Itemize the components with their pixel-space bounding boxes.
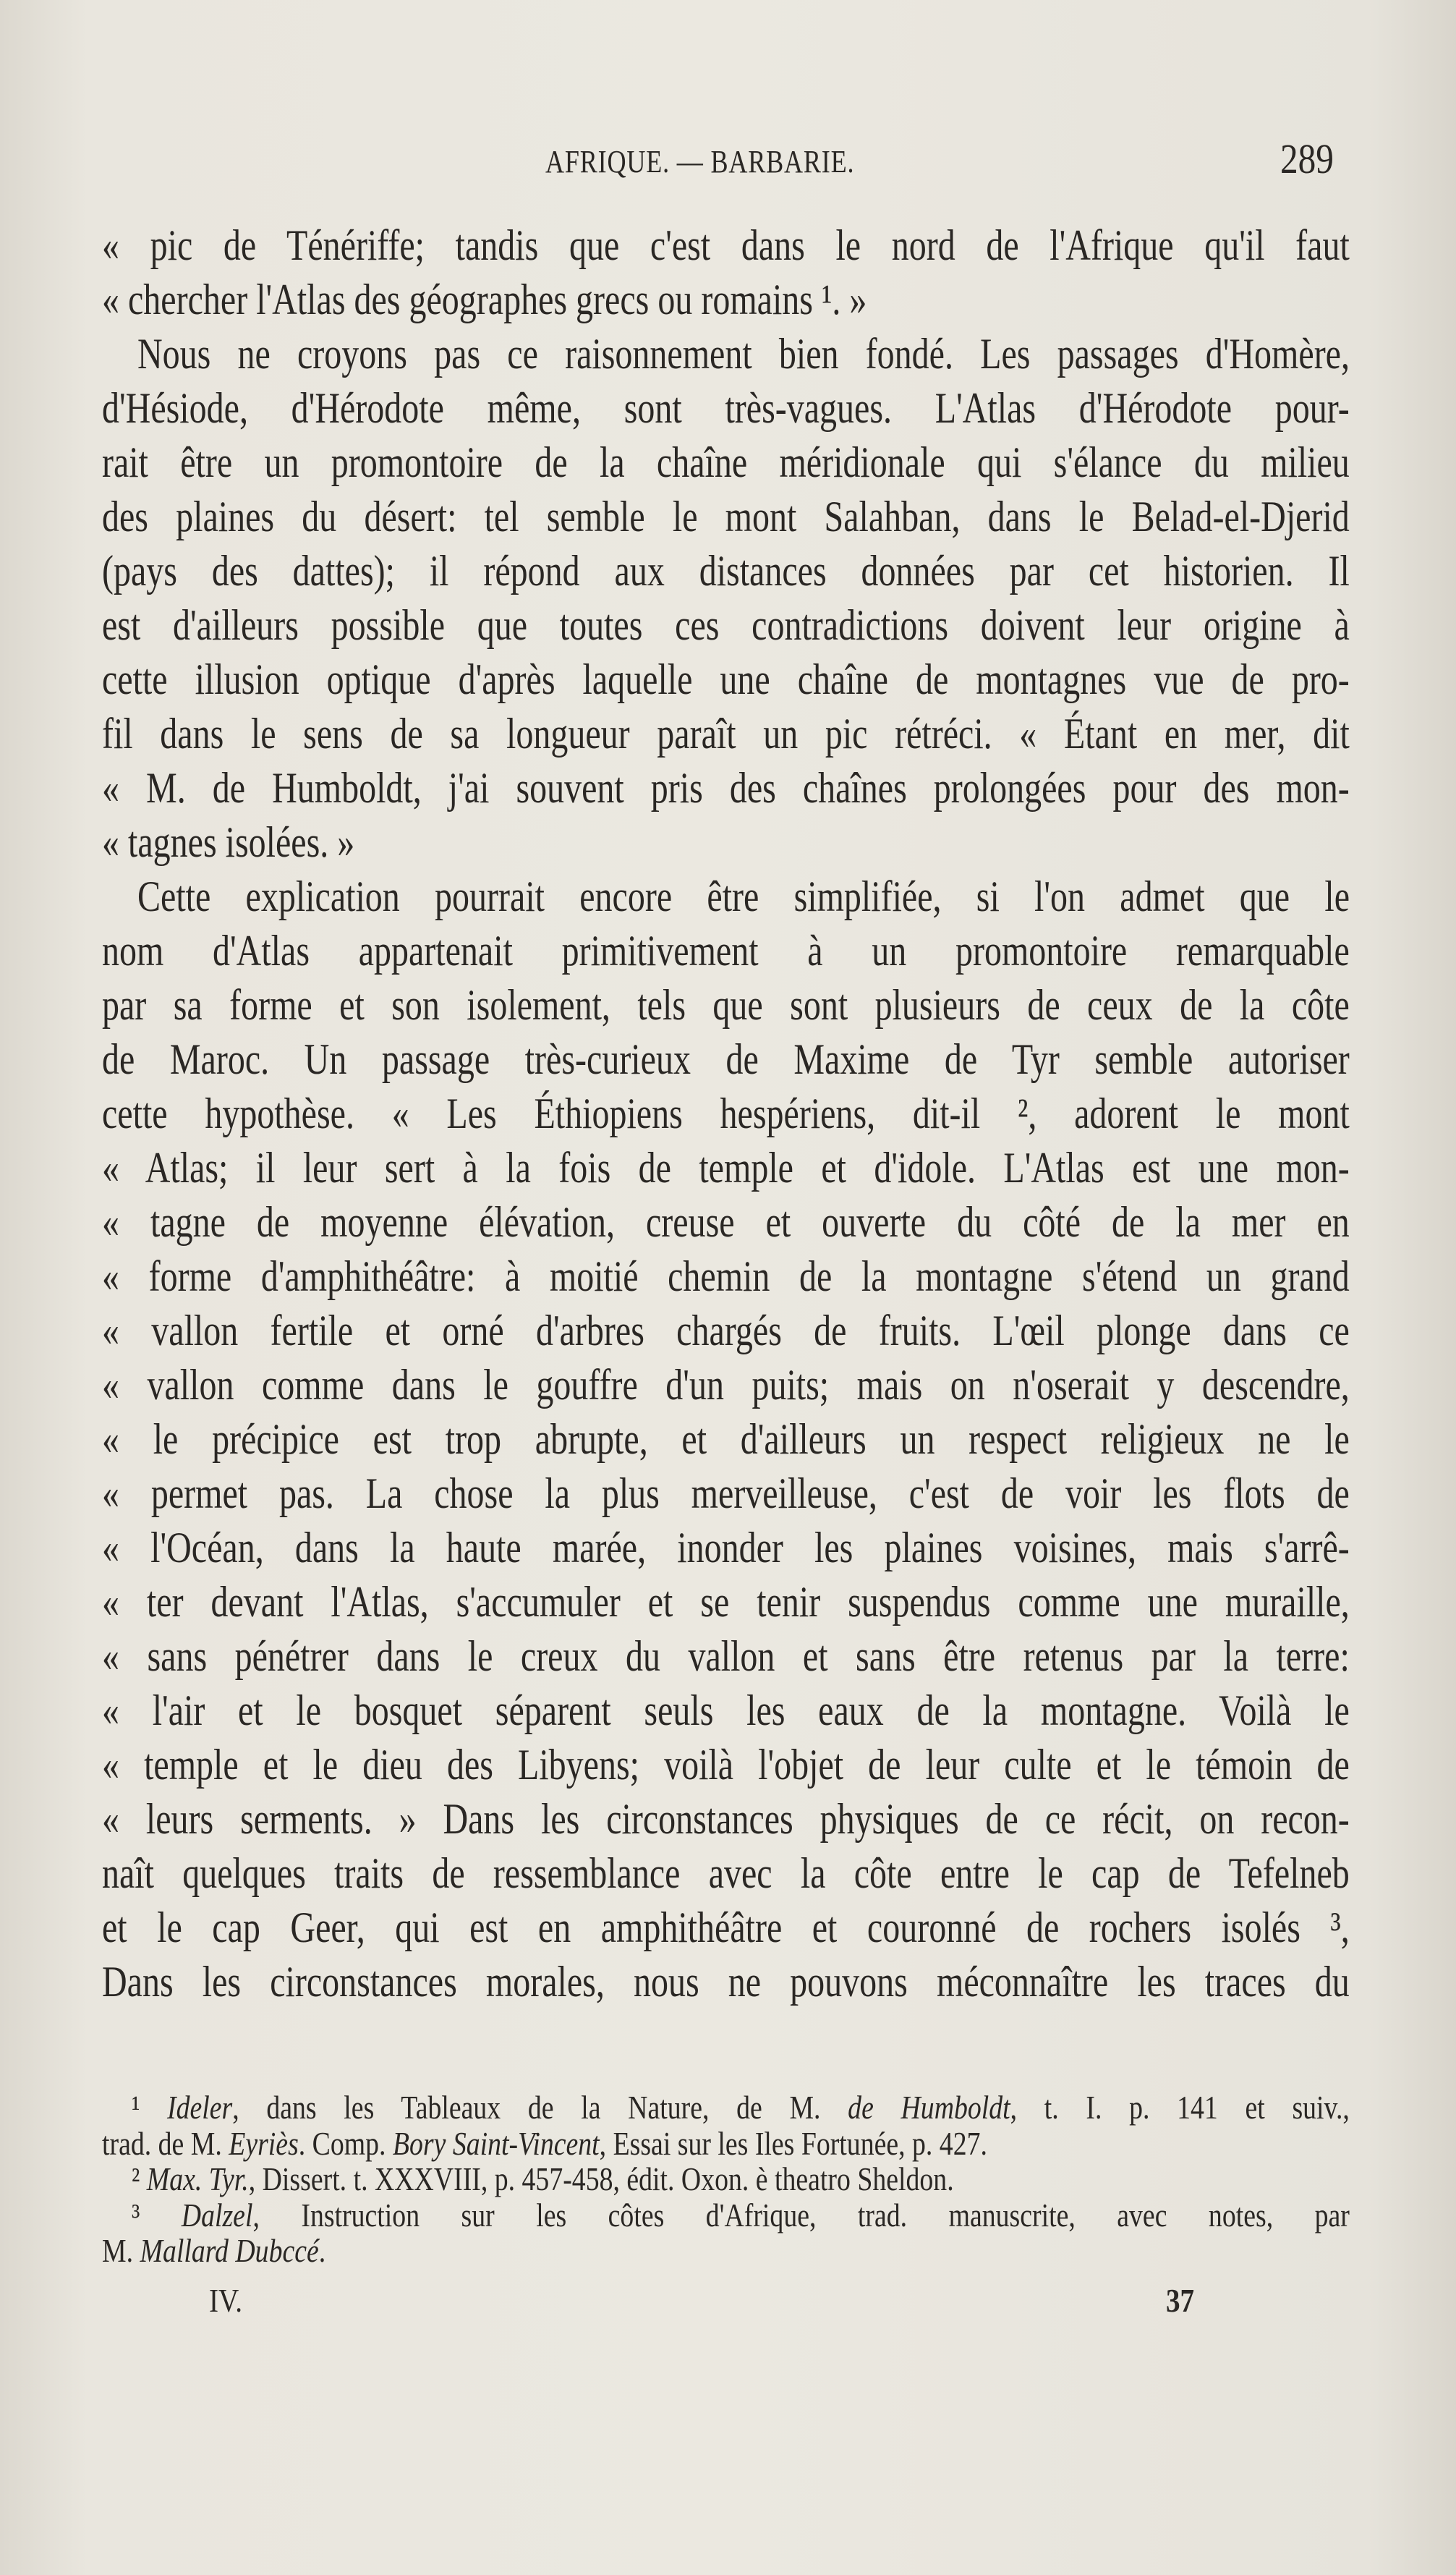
footnote-citation: Ideler (167, 2089, 233, 2126)
text-line (102, 1629, 1350, 1684)
text-line (102, 490, 1350, 544)
text-line-content: « Atlas; il leur sert à la fois de temple et d'idole. L'Atlas est une mon- (102, 1144, 1350, 1192)
footnote-citation: de Humboldt (848, 2089, 1010, 2126)
signature-mark: IV. (209, 2282, 242, 2319)
text-line-content: naît quelques traits de ressemblance avec la côte entre le cap de Tefelneb (102, 1849, 1350, 1897)
footnote-citation: Dalzel (181, 2196, 253, 2233)
footnote-text: M. (102, 2232, 140, 2269)
text-line (102, 1250, 1350, 1304)
text-line-content: d'Hésiode, d'Hérodote même, sont très-vagues. L'Atlas d'Hérodote pour- (102, 384, 1350, 432)
text-line-content: et le cap Geer, qui est en amphithéâtre et couronné de rochers isolés ³, (102, 1904, 1350, 1951)
text-line (102, 1792, 1350, 1846)
footnote-line (102, 2090, 1350, 2126)
text-line (102, 707, 1350, 761)
footnote-line (102, 2197, 1350, 2233)
text-line (102, 327, 1350, 381)
text-line-content: « chercher l'Atlas des géographes grecs ou romains ¹. » (102, 276, 867, 323)
footnote-line-content (132, 2161, 1350, 2197)
footnotes (102, 2090, 1350, 2269)
text-line (102, 1304, 1350, 1358)
text-line-content: « permet pas. La chose la plus merveilleuse, c'est de voir les flots de (102, 1469, 1350, 1517)
text-line (102, 1032, 1350, 1087)
footnote-line-content (132, 2197, 1350, 2233)
text-line-content: « le précipice est trop abrupte, et d'ailleurs un respect religieux ne le (102, 1415, 1350, 1463)
text-line-content: « leurs serments. » Dans les circonstances physiques de ce récit, on recon- (102, 1795, 1350, 1843)
text-line-content: de Maroc. Un passage très-curieux de Maxime de Tyr semble autoriser (102, 1035, 1350, 1083)
text-line (102, 1467, 1350, 1521)
text-line (102, 273, 1350, 327)
text-line (102, 1575, 1350, 1629)
text-line-content: « M. de Humboldt, j'ai souvent pris des chaînes prolongées pour des mon- (102, 764, 1350, 812)
text-line (102, 870, 1350, 924)
text-line (102, 1955, 1350, 2009)
footnote-text: , Dissert. t. XXXVIII, p. 457-458, édit. Oxon. è theatro Sheldon. (248, 2160, 954, 2197)
text-line-content: « sans pénétrer dans le creux du vallon et sans être retenus par la terre: (102, 1632, 1350, 1680)
text-line-content: « tagne de moyenne élévation, creuse et ouverte du côté de la mer en (102, 1198, 1350, 1246)
text-line-content: rait être un promontoire de la chaîne méridionale qui s'élance du milieu (102, 438, 1350, 486)
text-line (102, 219, 1350, 273)
footnote-text: trad. de M. (102, 2124, 229, 2162)
text-line (102, 1195, 1350, 1250)
body-text (102, 219, 1350, 2009)
text-line (102, 598, 1350, 653)
footnote-citation: Eyriès (229, 2124, 299, 2162)
text-line (102, 815, 1350, 870)
footnote-text: , Essai sur les Iles Fortunée, p. 427. (599, 2124, 987, 2162)
text-line-content: « l'air et le bosquet séparent seuls les eaux de la montagne. Voilà le (102, 1687, 1350, 1734)
text-line-content: (pays des dattes); il répond aux distances données par cet historien. Il (102, 547, 1350, 595)
text-line-content: « vallon comme dans le gouffre d'un puits; mais on n'oserait y descendre, (102, 1361, 1350, 1409)
text-line (102, 1901, 1350, 1955)
footnote-line (102, 2161, 1350, 2197)
text-line (102, 978, 1350, 1032)
text-line (102, 1846, 1350, 1901)
text-line-content: « pic de Ténériffe; tandis que c'est dans le nord de l'Afrique qu'il faut (102, 221, 1350, 269)
text-line-content: fil dans le sens de sa longueur paraît un pic rétréci. « Étant en mer, dit (102, 710, 1350, 758)
text-line-content: Nous ne croyons pas ce raisonnement bien fondé. Les passages d'Homère, (137, 330, 1350, 378)
text-line-content: cette hypothèse. « Les Éthiopiens hespériens, dit-il ², adorent le mont (102, 1090, 1350, 1137)
text-line (102, 653, 1350, 707)
footnote-text: ³ (132, 2196, 182, 2233)
footnote-text: . Comp. (298, 2124, 393, 2162)
footnote-text: . (318, 2232, 326, 2269)
footnote-line-content (132, 2090, 1350, 2126)
footnote-text: , dans les Tableaux de la Nature, de M. (232, 2089, 848, 2126)
text-line (102, 924, 1350, 978)
text-line-content: « vallon fertile et orné d'arbres chargés de fruits. L'œil plonge dans ce (102, 1307, 1350, 1354)
footnote-text: ¹ (132, 2089, 168, 2126)
text-line (102, 1738, 1350, 1792)
running-header-title: AFRIQUE. — BARBARIE. (545, 144, 855, 179)
footnote-text: , Instruction sur les côtes d'Afrique, trad. manuscrite, avec notes, par (252, 2196, 1350, 2233)
text-line (102, 544, 1350, 598)
footnote-text: , t. I. p. 141 et suiv., (1010, 2089, 1350, 2126)
footnote-line (102, 2233, 1350, 2269)
text-line-content: par sa forme et son isolement, tels que sont plusieurs de ceux de la côte (102, 981, 1350, 1029)
text-line (102, 381, 1350, 436)
text-line (102, 761, 1350, 815)
text-line (102, 1521, 1350, 1575)
footnote-line-content (102, 2233, 1350, 2269)
footnote-line-content (102, 2126, 1350, 2162)
text-line (102, 1141, 1350, 1195)
text-line (102, 1358, 1350, 1412)
text-line-content: des plaines du désert: tel semble le mont Salahban, dans le Belad-el-Djerid (102, 493, 1350, 540)
text-line-content: « temple et le dieu des Libyens; voilà l'objet de leur culte et le témoin de (102, 1741, 1350, 1789)
text-line-content: nom d'Atlas appartenait primitivement à un promontoire remarquable (102, 927, 1350, 975)
footnote-line (102, 2126, 1350, 2162)
text-line-content: Dans les circonstances morales, nous ne pouvons méconnaître les traces du (102, 1958, 1350, 2006)
text-line (102, 1684, 1350, 1738)
text-line-content: « l'Océan, dans la haute marée, inonder les plaines voisines, mais s'arrê- (102, 1524, 1350, 1571)
sheet-number: 37 (1166, 2282, 1195, 2319)
text-line (102, 1412, 1350, 1467)
text-line-content: est d'ailleurs possible que toutes ces contradictions doivent leur origine à (102, 601, 1350, 649)
text-line (102, 1087, 1350, 1141)
footnote-citation: Max. Tyr. (146, 2160, 249, 2197)
text-line-content: « forme d'amphithéâtre: à moitié chemin de la montagne s'étend un grand (102, 1252, 1350, 1300)
text-line-content: « tagnes isolées. » (102, 818, 355, 866)
text-line-content: « ter devant l'Atlas, s'accumuler et se tenir suspendus comme une muraille, (102, 1578, 1350, 1626)
text-line (102, 436, 1350, 490)
footnote-citation: Bory Saint-Vincent (392, 2124, 600, 2162)
page-number: 289 (1280, 135, 1334, 182)
text-line-content: cette illusion optique d'après laquelle une chaîne de montagnes vue de pro- (102, 656, 1350, 703)
footnote-citation: Mallard Dubccé (140, 2232, 319, 2269)
text-line-content: Cette explication pourrait encore être simplifiée, si l'on admet que le (137, 873, 1350, 920)
footnote-text: ² (132, 2160, 147, 2197)
